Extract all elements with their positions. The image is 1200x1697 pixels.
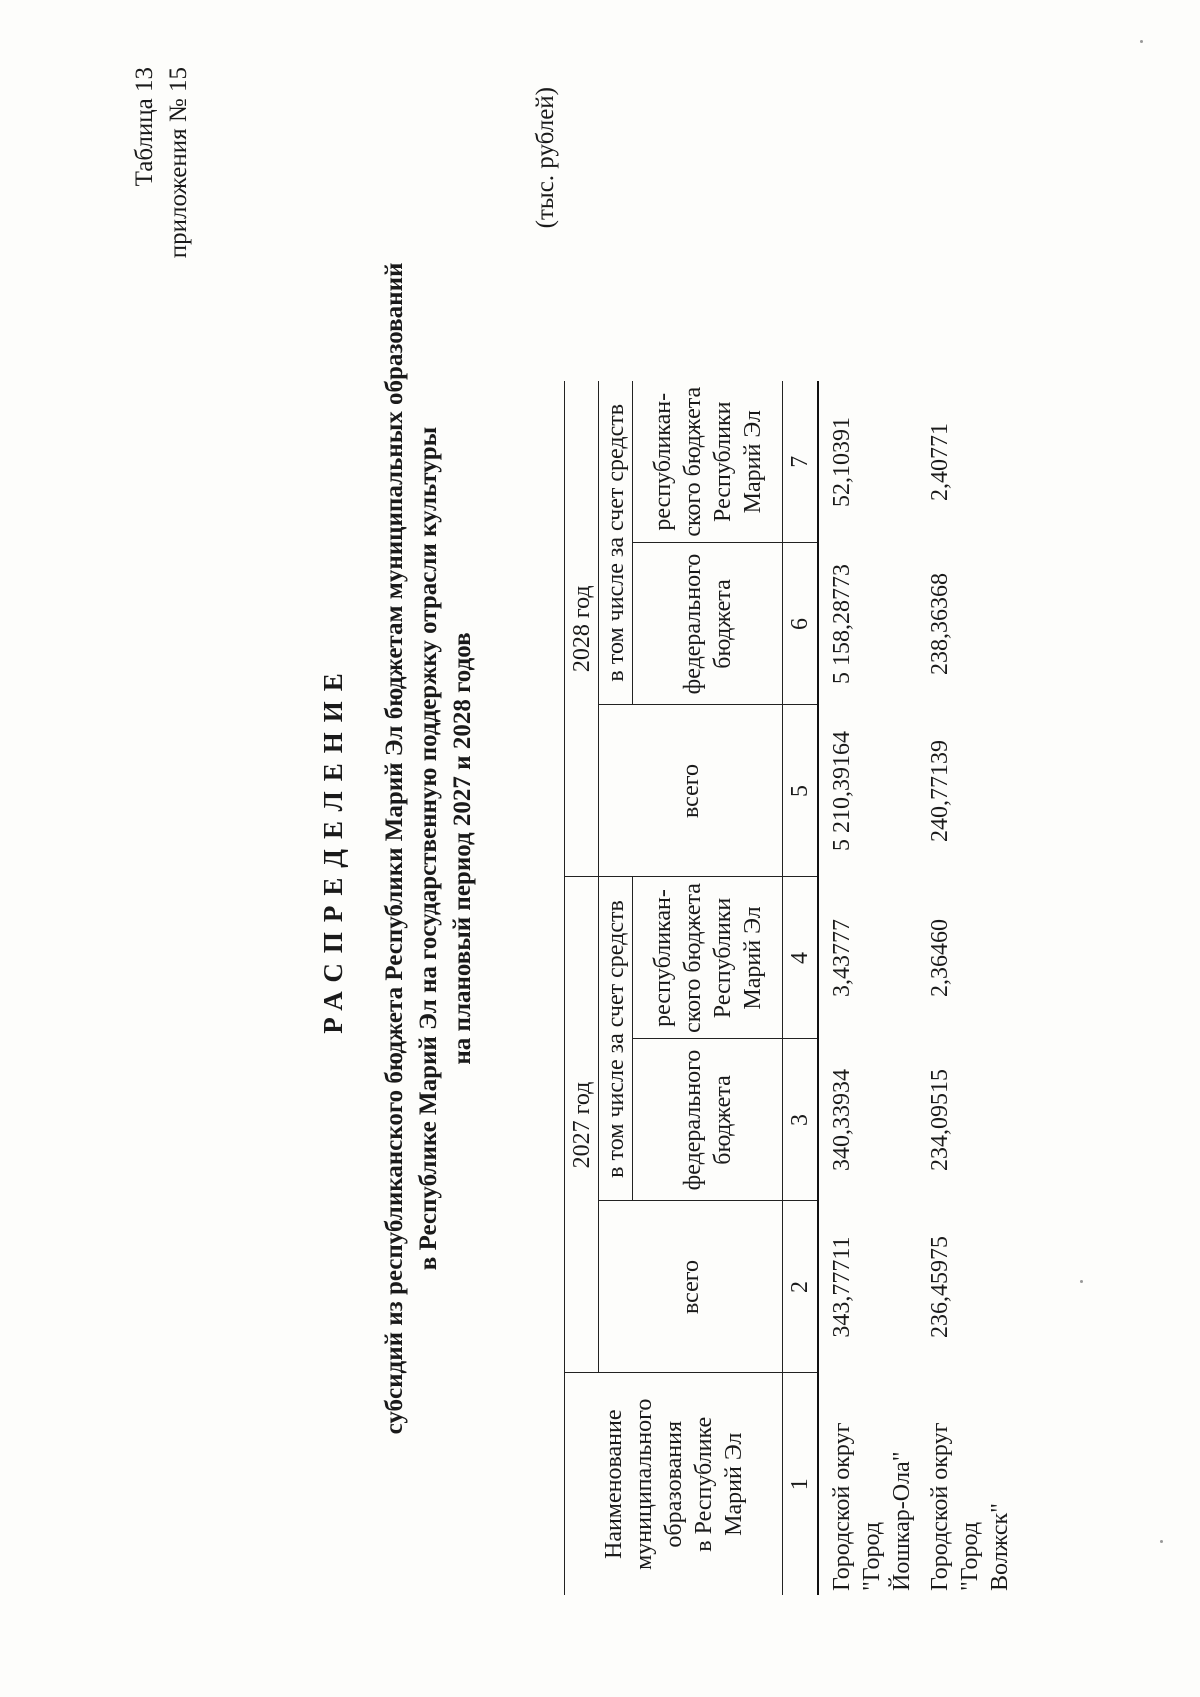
value-federal-2028: 5 158,28773 [829, 564, 855, 684]
municipality-name-line: Йошкар-Ола" [889, 1451, 915, 1591]
value-republic-2028: 52,10391 [829, 417, 855, 507]
header-republic-line: Марий Эл [739, 410, 766, 514]
header-republic-line: ского бюджета [679, 386, 706, 537]
subtitle-line-2: в Республике Марий Эл на государственную поддержку отрасли культуры [415, 426, 442, 1271]
municipality-name [917, 1373, 1015, 1595]
header-republic-line: Республики [709, 897, 736, 1019]
units-label: (тыс. рублей) [532, 87, 559, 229]
distribution-table [564, 381, 1015, 1595]
header-municipality-line: Наименование [600, 1409, 627, 1560]
municipality-name-line: Волжск" [987, 1503, 1013, 1591]
column-number: 2 [783, 1201, 819, 1373]
value-republic-2028: 2,40771 [927, 423, 953, 501]
header-municipality-line: Марий Эл [720, 1432, 747, 1536]
table-body [818, 381, 1015, 1595]
document-subtitle [378, 0, 480, 1697]
header-including-2027: в том числе за счет средств [599, 877, 633, 1201]
header-republic-line: Марий Эл [739, 906, 766, 1010]
municipality-name [818, 1373, 917, 1595]
scan-speck [1140, 40, 1143, 43]
column-number: 3 [783, 1039, 819, 1201]
scan-speck [1160, 1540, 1163, 1543]
column-number-row [783, 381, 819, 1595]
value-total-2028: 240,77139 [927, 740, 953, 842]
header-total-2027: всего [599, 1201, 783, 1373]
header-municipality [565, 1373, 783, 1595]
column-number: 5 [783, 705, 819, 877]
header-federal-line: бюджета [709, 579, 736, 669]
column-number: 7 [783, 381, 819, 543]
header-including-2028: в том числе за счет средств [599, 381, 633, 705]
header-republic-2028 [633, 381, 783, 543]
document-title: РАСПРЕДЕЛЕНИЕ [318, 663, 348, 1034]
header-federal-2027 [633, 1039, 783, 1201]
header-republic-line: республикан- [649, 392, 676, 531]
header-year-2028: 2028 год [565, 381, 599, 877]
header-republic-2027 [633, 877, 783, 1039]
value-republic-2027: 2,36460 [927, 919, 953, 997]
value-total-2028: 5 210,39164 [829, 731, 855, 851]
value-republic-2027: 3,43777 [829, 919, 855, 997]
municipality-name-line: Городской округ "Город [829, 1422, 885, 1591]
table-reference [128, 67, 196, 547]
header-municipality-line: образования [660, 1420, 687, 1548]
table-header [565, 381, 819, 1595]
column-number: 1 [783, 1373, 819, 1595]
header-municipality-line: муниципального [630, 1398, 657, 1570]
header-republic-line: ского бюджета [679, 883, 706, 1033]
column-number: 6 [783, 543, 819, 705]
municipality-name-line: Городской округ "Город [927, 1422, 983, 1591]
header-federal-2028 [633, 543, 783, 705]
header-total-2028: всего [599, 705, 783, 877]
column-number: 4 [783, 877, 819, 1039]
value-total-2027: 343,77711 [829, 1236, 855, 1338]
table-row [818, 381, 917, 1595]
subtitle-line-1: субсидий из республиканского бюджета Республики Марий Эл бюджетам муниципальных образований [381, 262, 408, 1435]
appendix-number: приложения № 15 [165, 67, 192, 259]
scan-speck [1080, 1280, 1083, 1283]
value-federal-2027: 340,33934 [829, 1069, 855, 1171]
header-federal-line: бюджета [709, 1075, 736, 1165]
header-year-2027: 2027 год [565, 877, 599, 1373]
value-total-2027: 236,45975 [927, 1236, 953, 1338]
header-federal-line: федерального [679, 1049, 706, 1191]
header-republic-line: Республики [709, 401, 736, 522]
value-federal-2028: 238,36368 [927, 573, 953, 675]
table-row [917, 381, 1015, 1595]
subtitle-line-3: на плановый период 2027 и 2028 годов [449, 632, 476, 1065]
header-republic-line: республикан- [649, 889, 676, 1027]
header-federal-line: федерального [679, 553, 706, 695]
header-municipality-line: в Республике [690, 1416, 717, 1552]
value-federal-2027: 234,09515 [927, 1069, 953, 1171]
table-number: Таблица 13 [131, 67, 158, 187]
